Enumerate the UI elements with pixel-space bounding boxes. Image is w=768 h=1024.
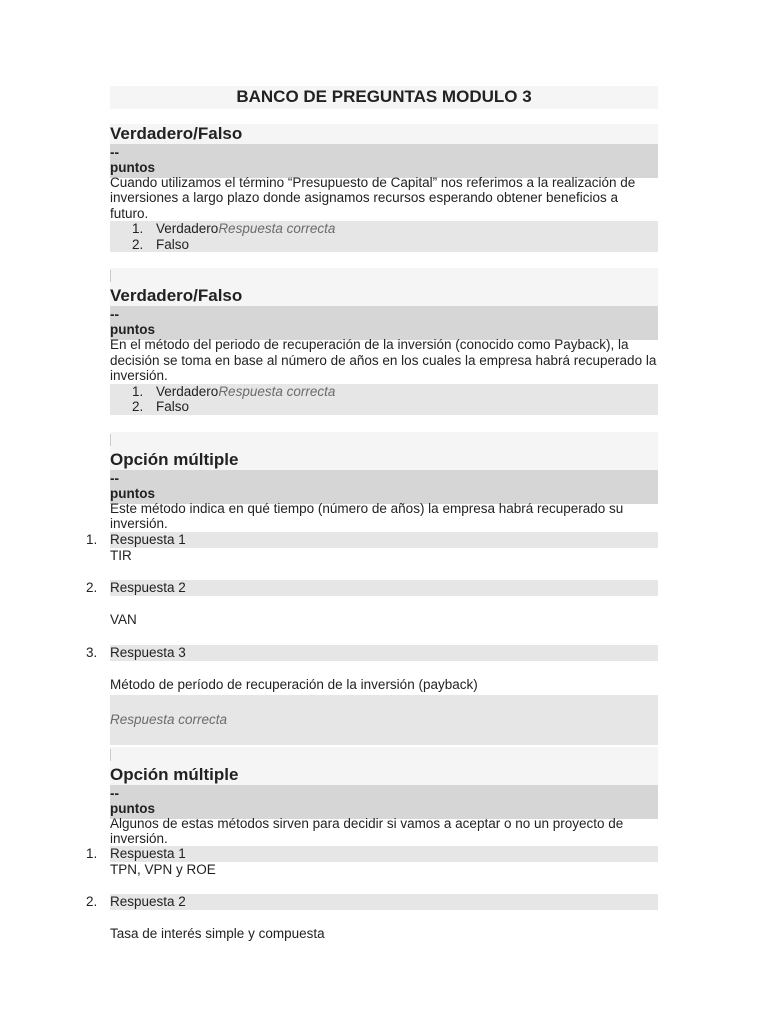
answer-3[interactable] bbox=[86, 644, 658, 693]
answer-label: Respuesta 3 bbox=[110, 644, 186, 660]
answer-value: Método de período de recuperación de la inversión (payback) bbox=[110, 676, 478, 692]
answer-number: 1. bbox=[86, 846, 98, 862]
option-label: Verdadero bbox=[156, 221, 219, 237]
answer-header bbox=[86, 531, 658, 548]
answer-header bbox=[86, 644, 658, 661]
answer-label: Respuesta 1 bbox=[110, 531, 186, 547]
question-type: Opción múltiple bbox=[110, 765, 658, 785]
points-label: puntos bbox=[110, 485, 155, 501]
answer-2[interactable] bbox=[86, 894, 658, 942]
document bbox=[86, 86, 658, 942]
question-separator bbox=[110, 268, 658, 286]
question-text: Algunos de estas métodos sirven para decidir si vamos a aceptar o no un proyecto de inversión. bbox=[110, 815, 624, 847]
answer-options bbox=[110, 221, 658, 252]
option-true[interactable] bbox=[156, 221, 658, 237]
question-3 bbox=[86, 432, 658, 745]
answer-number: 2. bbox=[86, 579, 98, 595]
question-type: Opción múltiple bbox=[110, 450, 658, 470]
points-label: puntos bbox=[110, 800, 155, 816]
question-text: Este método indica en qué tiempo (número de años) la empresa habrá recuperado su inversión. bbox=[110, 500, 624, 532]
points-label: puntos bbox=[110, 160, 155, 175]
points-value: -- bbox=[110, 307, 119, 323]
points-value: -- bbox=[110, 470, 119, 486]
option-false[interactable] bbox=[156, 237, 658, 253]
answer-header bbox=[86, 846, 658, 862]
answer-value: TPN, VPN y ROE bbox=[110, 862, 216, 878]
question-text: Cuando utilizamos el término “Presupuesto de Capital” nos referimos a la realización de inversiones a largo plazo donde asignamos recursos esperando obtener beneficios a futuro. bbox=[110, 175, 636, 221]
option-true[interactable] bbox=[156, 384, 658, 400]
question-points bbox=[110, 785, 658, 819]
question-type: Verdadero/Falso bbox=[110, 124, 658, 144]
document-title: BANCO DE PREGUNTAS MODULO 3 bbox=[110, 86, 658, 109]
question-4 bbox=[86, 747, 658, 943]
question-separator bbox=[110, 747, 658, 765]
answer-value: Tasa de interés simple y compuesta bbox=[110, 926, 325, 942]
option-false[interactable] bbox=[156, 399, 658, 415]
answer-value: VAN bbox=[110, 611, 137, 627]
answer-label: Respuesta 1 bbox=[110, 846, 186, 862]
points-value: -- bbox=[110, 145, 119, 160]
answer-number: 3. bbox=[86, 644, 98, 660]
answer-value: TIR bbox=[110, 547, 132, 563]
question-type: Verdadero/Falso bbox=[110, 286, 658, 306]
option-label: Falso bbox=[156, 399, 190, 415]
answer-1[interactable] bbox=[86, 531, 658, 564]
correct-answer-note: Respuesta correcta bbox=[110, 711, 228, 727]
question-separator bbox=[110, 432, 658, 450]
question-2 bbox=[110, 268, 658, 414]
answer-number: 2. bbox=[86, 894, 98, 910]
question-points bbox=[110, 470, 658, 504]
option-label: Verdadero bbox=[156, 383, 219, 399]
points-label: puntos bbox=[110, 322, 155, 338]
question-text: En el método del periodo de recuperación de la inversión (conocido como Payback), la decisión se toma en base al número de años en los cuales la empresa habrá recuperado la inversión. bbox=[110, 337, 657, 384]
question-points bbox=[110, 306, 658, 340]
correct-answer-note: Respuesta correcta bbox=[218, 383, 336, 399]
answer-label: Respuesta 2 bbox=[110, 894, 186, 910]
answer-2[interactable] bbox=[86, 579, 658, 628]
answer-header bbox=[86, 894, 658, 910]
question-points bbox=[110, 144, 658, 178]
option-label: Falso bbox=[156, 236, 190, 252]
correct-answer-note: Respuesta correcta bbox=[218, 221, 336, 237]
answer-options bbox=[110, 384, 658, 415]
correct-answer-box bbox=[110, 695, 658, 745]
question-1 bbox=[110, 124, 658, 252]
points-value: -- bbox=[110, 785, 119, 801]
answer-1[interactable] bbox=[86, 846, 658, 878]
answer-header bbox=[86, 579, 658, 596]
answer-label: Respuesta 2 bbox=[110, 579, 186, 595]
answer-number: 1. bbox=[86, 531, 98, 547]
